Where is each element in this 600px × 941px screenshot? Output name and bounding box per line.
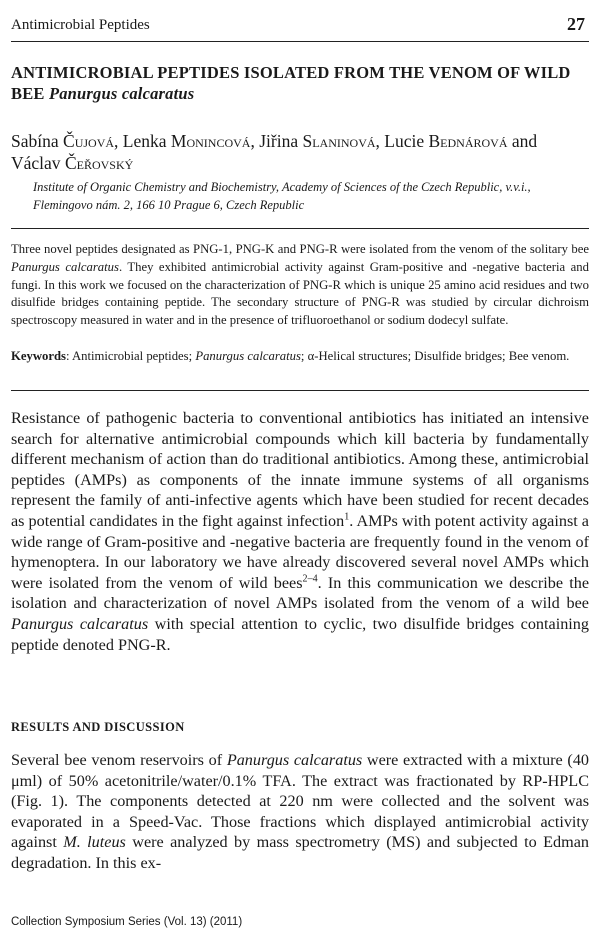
journal-section-title: Antimicrobial Peptides [11, 17, 150, 33]
author-affiliation: Institute of Organic Chemistry and Biochemistry, Academy of Sciences of the Czech Republic, v.v.i., Flemingovo nám. 2, 166 10 Prague 6, Czech Republic [33, 180, 531, 212]
introduction-paragraph: Resistance of pathogenic bacteria to conventional antibiotics has initiated an intensive search for alternative antimicrobial compounds which kill bacteria by fundamentally different mechanism of action than do traditional antibiotics. Among these, antimicrobial peptides (AMPs) as components of the innate immune systems of all organisms represent the family of anti-infective agents which have been studied for recent decades as potential candidates in the fight against infection$^1$. AMPs with potent activity against a wide range of Gram-positive and -negative bacteria are frequently found in the venom of hymenoptera. In our laboratory we have already discovered several novel AMPs which were isolated from the venom of wild bees$^{2-4}$. In this communication we describe the isolation and characterization of novel AMPs isolated from the venom of a wild bee Panurgus calcaratus with special attention to cyclic, two disulfide bridges containing peptide denoted PNG-R. [11, 409, 590, 654]
page-footer: Collection Symposium Series (Vol. 13) (2011) [11, 916, 243, 928]
abstract-bottom-rule [11, 390, 589, 391]
keywords: Keywords: Antimicrobial peptides; Panurgus calcaratus; α-Helical structures; Disulfide bridges; Bee venom. [11, 349, 570, 363]
keywords-label: Keywords [11, 349, 66, 363]
title-text: ANTIMICROBIAL PEPTIDES ISOLATED FROM THE VENOM OF WILD BEE [11, 63, 571, 103]
citation-ref: 1 [344, 511, 350, 523]
article-title [11, 62, 581, 104]
citation-ref: 2–4 [302, 573, 318, 585]
page-number: 27 [567, 14, 585, 34]
author: Jiřina Slaninová [259, 131, 376, 151]
author: Lucie Bednárová [384, 131, 508, 151]
author: Lenka Monincová [122, 131, 251, 151]
author-list: Sabína Čujová, Lenka Monincová, Jiřina Slaninová, Lucie Bednárová and Václav Čeřovský [11, 131, 538, 173]
abstract-top-rule [11, 228, 589, 229]
section-heading: RESULTS AND DISCUSSION [11, 720, 185, 734]
abstract: Three novel peptides designated as PNG-1, PNG-K and PNG-R were isolated from the venom of the solitary bee Panurgus calcaratus. They exhibited antimicrobial activity against Gram-positive and -negative bacteria and fungi. In this work we focused on the characterization of PNG-R which is unique 25 amino acid residues and two disulfide bridges containing peptide. The secondary structure of PNG-R was studied by circular dichroism spectroscopy measured in water and in the presence of trifluoroethanol or sodium dodecyl sulfate. [11, 242, 589, 328]
author: Václav Čeřovský [11, 153, 134, 173]
title-species: Panurgus calcaratus [48, 84, 195, 103]
author: Sabína Čujová [11, 131, 115, 151]
running-header [11, 11, 589, 42]
results-paragraph: Several bee venom reservoirs of Panurgus calcaratus were extracted with a mixture (40 μml) of 50% acetonitrile/water/0.1% TFA. The extract was fractionated by RP-HPLC (Fig. 1). The components detected at 220 nm were collected and the solvent was evaporated in a Speed-Vac. Those fractions which displayed antimicrobial activity against M. luteus were analyzed by mass spectrometry (MS) and subjected to Edman degradation. In this ex- [11, 751, 590, 872]
